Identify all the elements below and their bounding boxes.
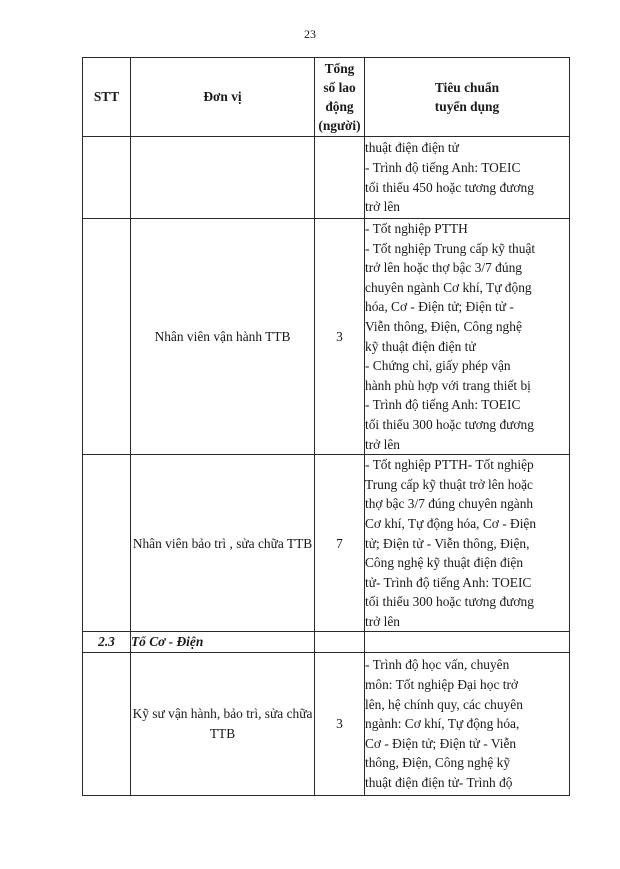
criteria-line: - Trình độ học vấn, chuyên [365,657,510,673]
header-total-line: động [325,99,354,114]
table-header-row [83,58,570,137]
section-criteria [365,632,570,653]
row-count: 3 [315,219,365,455]
table-row [83,653,570,796]
criteria-line: Công nghệ kỹ thuật điện điện [365,555,524,571]
row-count: 7 [315,455,365,632]
header-criteria [365,58,570,137]
criteria-line: ngành: Cơ khí, Tự động hóa, [365,716,520,732]
section-row [83,632,570,653]
row-unit: Nhân viên bảo trì , sửa chữa TTB [131,455,315,632]
criteria-line: Cơ khí, Tự động hóa, Cơ - Điện [365,515,537,531]
criteria-line: kỹ thuật điện điện tử [365,338,476,354]
row-count: 3 [315,653,365,796]
row-count [315,137,365,219]
row-unit: Nhân viên vận hành TTB [131,219,315,455]
row-unit [131,137,315,219]
criteria-line: trở lên [365,436,400,452]
recruitment-table [82,57,570,796]
criteria-line: - Chứng chỉ, giấy phép vận [365,358,511,374]
criteria-line: Trung cấp kỹ thuật trở lên hoặc [365,476,533,492]
row-stt [83,137,131,219]
section-stt: 2.3 [83,632,131,653]
criteria-line: thông, Điện, Công nghệ kỹ [365,755,511,771]
header-unit: Đơn vị [131,58,315,137]
header-total-line: Tổng [324,61,355,76]
criteria-line: Viễn thông, Điện, Công nghệ [365,318,522,334]
section-count [315,632,365,653]
table-row [83,219,570,455]
criteria-line: trở lên hoặc thợ bậc 3/7 đúng [365,260,522,276]
criteria-line: - Tốt nghiệp PTTH- Tốt nghiệp [365,457,534,473]
criteria-line: chuyên ngành Cơ khí, Tự động [365,279,532,295]
section-name: Tổ Cơ - Điện [131,632,315,653]
row-criteria [365,455,570,632]
row-criteria [365,219,570,455]
criteria-line: tối thiểu 450 hoặc tương đương [365,179,534,195]
row-stt [83,653,131,796]
header-stt: STT [83,58,131,137]
row-unit: Kỹ sư vận hành, bảo trì, sửa chữa TTB [131,653,315,796]
header-total-line: số lao [323,80,356,95]
criteria-line: hóa, Cơ - Điện tử; Điện tử - [365,299,514,315]
page-number: 23 [304,27,316,41]
criteria-line: thuật điện điện tử [365,140,459,156]
table-row [83,137,570,219]
criteria-line: tử; Điện tử - Viễn thông, Điện, [365,535,530,551]
criteria-line: - Trình độ tiếng Anh: TOEIC [365,159,521,175]
header-criteria-line: tuyển dụng [434,99,500,114]
criteria-line: tử- Trình độ tiếng Anh: TOEIC [365,574,532,590]
criteria-line: - Tốt nghiệp PTTH [365,221,468,236]
criteria-line: Cơ - Điện tử; Điện tử - Viễn [365,735,517,751]
criteria-line: tối thiểu 300 hoặc tương đương [365,416,534,432]
header-total-line: (người) [318,118,361,133]
header-total [315,58,365,137]
header-criteria-line: Tiêu chuẩn [434,80,500,95]
criteria-line: trở lên [365,199,400,215]
table-row [83,455,570,632]
criteria-line: môn: Tốt nghiệp Đại học trở [365,677,518,693]
row-criteria [365,653,570,796]
criteria-line: lên, hệ chính quy, các chuyên [365,696,523,712]
criteria-line: thợ bậc 3/7 đúng chuyên ngành [365,496,534,512]
criteria-line: tối thiểu 300 hoặc tương đương [365,594,534,610]
criteria-line: trở lên [365,613,400,629]
row-criteria [365,137,570,219]
criteria-line: - Tốt nghiệp Trung cấp kỹ thuật [365,240,536,256]
row-stt [83,219,131,455]
criteria-line: hành phù hợp với trang thiết bị [365,377,531,393]
row-stt [83,455,131,632]
criteria-line: thuật điện điện tử- Trình độ [365,775,513,791]
criteria-line: - Trình độ tiếng Anh: TOEIC [365,397,521,413]
